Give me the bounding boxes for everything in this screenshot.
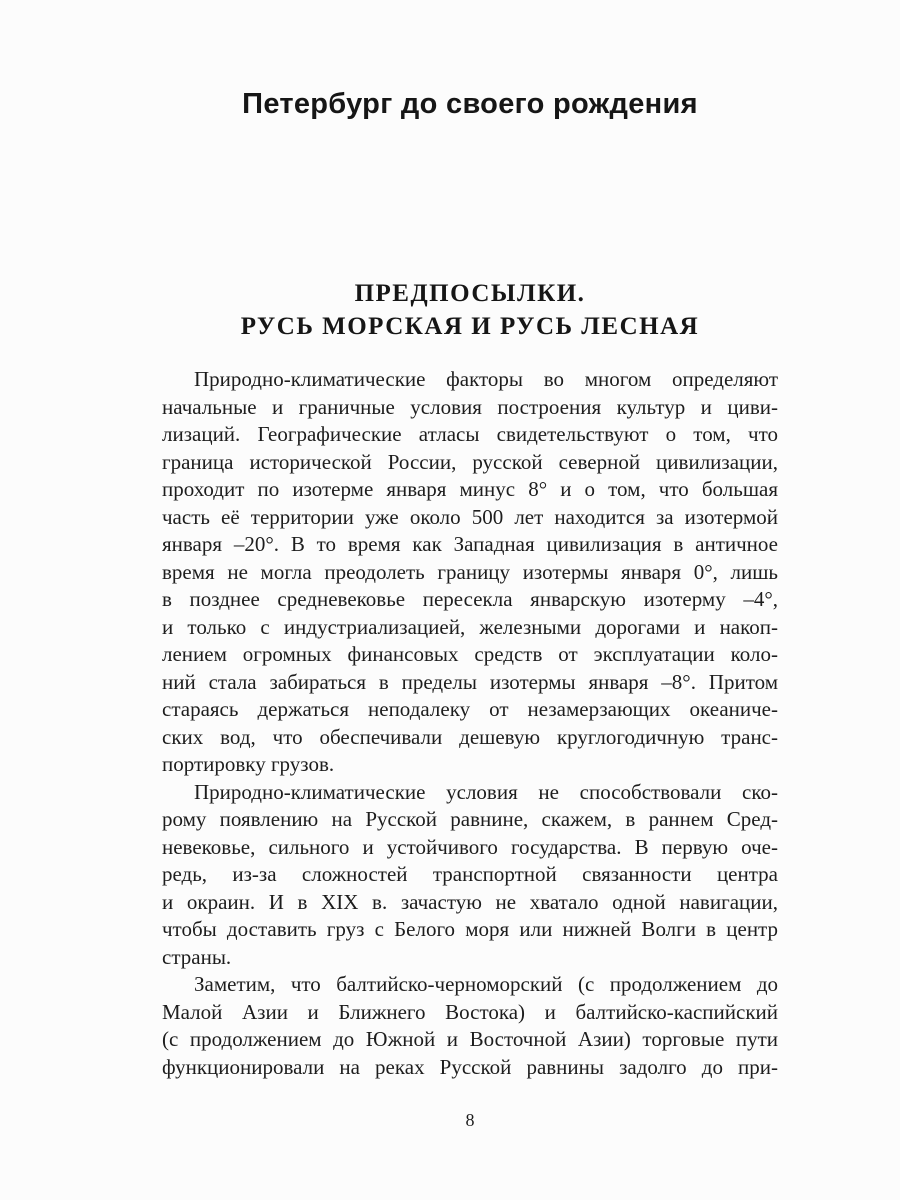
paragraph	[162, 779, 778, 972]
page-number: 8	[465, 1110, 475, 1130]
text-line: время не могла преодолеть границу изотермы января 0°, лишь	[162, 559, 778, 584]
text-line: Малой Азии и Ближнего Востока) и балтийско-каспийский	[162, 999, 778, 1024]
paragraph	[162, 971, 778, 1081]
section-title-line1: ПРЕДПОСЫЛКИ.	[354, 280, 586, 307]
text-line: лением огромных финансовых средств от эксплуатации коло-	[162, 642, 778, 666]
text-line: Природно-климатические факторы во многом определяют	[194, 367, 778, 391]
paragraph	[162, 366, 778, 779]
text-line: проходит по изотерме января минус 8° и о том, что большая	[162, 477, 778, 501]
section-title	[122, 277, 818, 343]
text-line: и только с индустриализацией, железными дорогами и накоп-	[162, 614, 778, 639]
body-text	[162, 366, 778, 1081]
text-line: редь, из-за сложностей транспортной связанности центра	[162, 862, 778, 886]
text-line: января –20°. В то время как Западная цивилизация в античное	[162, 532, 778, 556]
section-title-line2: РУСЬ МОРСКАЯ И РУСЬ ЛЕСНАЯ	[240, 313, 700, 340]
text-line: страны.	[162, 944, 232, 969]
text-line: стараясь держаться неподалеку от незамерзающих океаниче-	[162, 697, 778, 721]
text-line: Природно-климатические условия не способствовали ско-	[194, 779, 778, 804]
text-line: в позднее средневековье пересекла январскую изотерму –4°,	[162, 587, 778, 611]
text-line: и окраин. И в XIX в. зачастую не хватало одной навигации,	[162, 889, 778, 914]
text-line: (с продолжением до Южной и Восточной Азии) торговые пути	[162, 1027, 778, 1051]
text-line: Заметим, что балтийско-черноморский (с продолжением до	[194, 972, 778, 996]
text-line: невековье, сильного и устойчивого государства. В первую оче-	[162, 834, 778, 859]
text-line: рому появлению на Русской равнине, скажем, в раннем Сред-	[162, 807, 778, 831]
text-line: лизаций. Географические атласы свидетельствуют о том, что	[162, 422, 778, 446]
text-line: ний стала забираться в пределы изотермы января –8°. Притом	[162, 669, 778, 694]
text-line: портировку грузов.	[162, 752, 335, 776]
text-line: часть её территории уже около 500 лет находится за изотермой	[162, 504, 778, 529]
text-line: функционировали на реках Русской равнины задолго до при-	[162, 1054, 778, 1079]
text-line: ских вод, что обеспечивали дешевую круглогодичную транс-	[162, 724, 778, 749]
text-line: граница исторической России, русской северной цивилизации,	[162, 449, 778, 474]
text-line: чтобы доставить груз с Белого моря или нижней Волги в центр	[162, 917, 778, 941]
text-line: начальные и граничные условия построения культур и циви-	[162, 394, 778, 419]
chapter-running-title: Петербург до своего рождения	[242, 88, 698, 120]
